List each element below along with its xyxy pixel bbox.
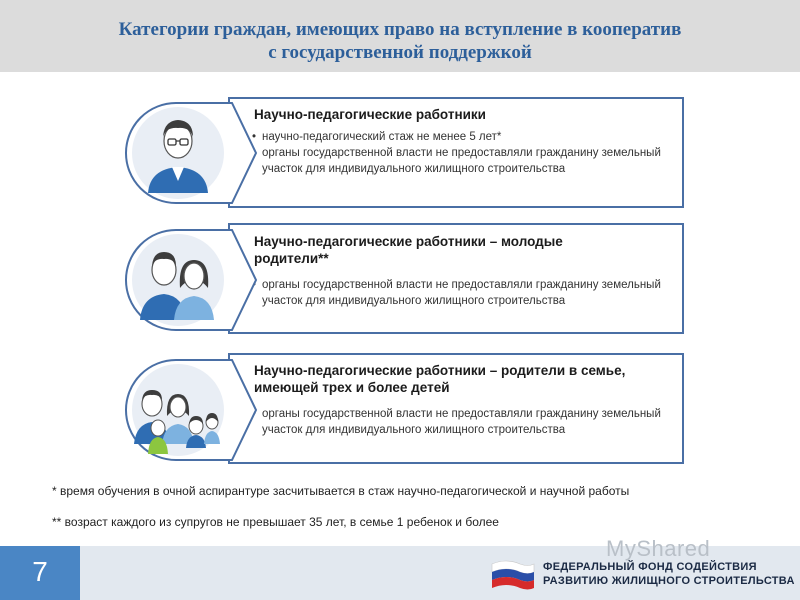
- fund-name-line1: ФЕДЕРАЛЬНЫЙ ФОНД СОДЕЙСТВИЯ: [543, 561, 757, 573]
- page-title-line2: с государственной поддержкой: [268, 42, 532, 63]
- category-list-2: [250, 277, 662, 309]
- header-bar: [0, 0, 800, 72]
- category-icon-bubble-2: [114, 222, 264, 338]
- category-icon-bubble-3: [114, 352, 264, 468]
- category-title-3: Научно-педагогические работники – родители в семье, имеющей трех и более детей: [254, 363, 626, 395]
- category-2-item-1: • органы государственной власти не предоставляли гражданину земельный участок для индивидуального жилищного строительства: [250, 277, 662, 309]
- category-list-1: [250, 129, 662, 177]
- footnote-2: ** возраст каждого из супругов не превышает 35 лет, в семье 1 ребенок и более: [52, 515, 499, 529]
- family-icon: [114, 352, 264, 468]
- category-card-2: [228, 223, 684, 334]
- watermark-text: MyShared: [606, 536, 711, 561]
- person-icon: [114, 95, 264, 211]
- page-title: [40, 18, 760, 64]
- page-number-box: [0, 546, 80, 600]
- category-1-item-2: • органы государственной власти не предоставляли гражданину земельный участок для индивидуального жилищного строительства: [250, 145, 662, 177]
- category-icon-bubble-1: [114, 95, 264, 211]
- flag-logo-icon: [490, 556, 536, 592]
- page-number: 7: [32, 556, 48, 587]
- fund-name-line2: РАЗВИТИЮ ЖИЛИЩНОГО СТРОИТЕЛЬСТВА: [543, 575, 795, 587]
- category-3-item-1: • органы государственной власти не предоставляли гражданину земельный участок для индивидуального жилищного строительства: [250, 406, 662, 438]
- fund-logo-text: [543, 560, 795, 588]
- category-title-1: Научно-педагогические работники: [254, 107, 486, 122]
- category-card-3: [228, 353, 684, 464]
- category-1-item-1: • научно-педагогический стаж не менее 5 лет*: [250, 129, 642, 145]
- footnote-1: * время обучения в очной аспирантуре засчитывается в стаж научно-педагогической и научной работы: [52, 484, 630, 498]
- couple-icon: [114, 222, 264, 338]
- category-card-1: [228, 97, 684, 208]
- category-list-3: [250, 406, 662, 438]
- category-title-2: Научно-педагогические работники – молодые родители**: [254, 234, 563, 266]
- page-title-line1: Категории граждан, имеющих право на вступление в кооператив: [118, 19, 682, 40]
